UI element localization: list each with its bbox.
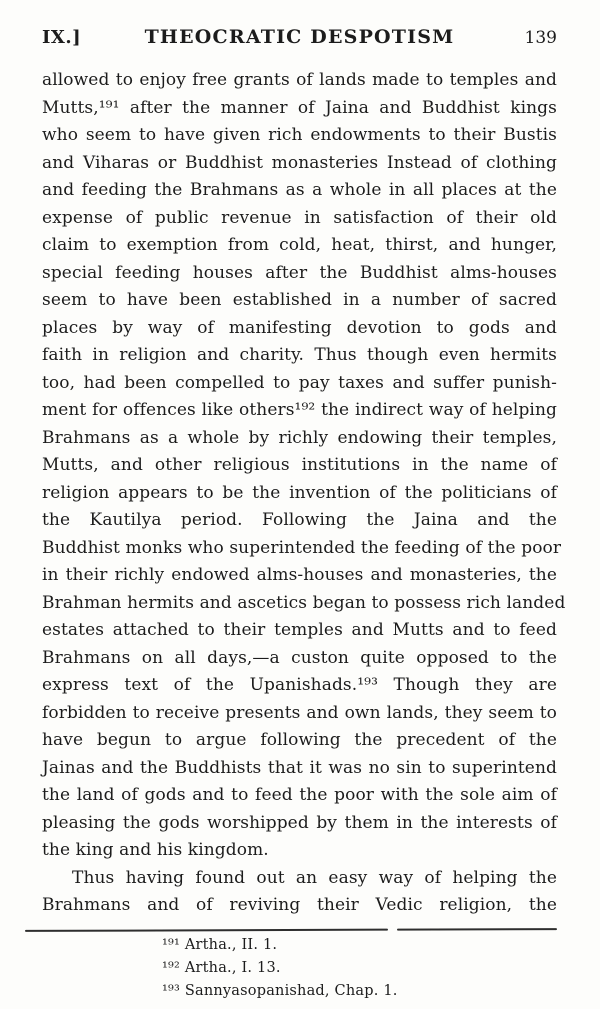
text-line: Jainas and the Buddhists that it was no sin to superintend	[42, 757, 557, 778]
text-line: Brahmans and of reviving their Vedic religion, the	[42, 895, 557, 915]
page-header	[42, 26, 557, 52]
text-line: estates attached to their temples and Mutts and to feed	[42, 620, 557, 640]
text-line: Brahmans as a whole by richly endowing their temples,	[42, 427, 557, 448]
text-line: forbidden to receive presents and own lands, they seem to	[42, 702, 557, 723]
text-line: in their richly endowed alms-houses and monasteries, the	[42, 565, 557, 585]
text-line: places by way of manifesting devotion to gods and	[42, 317, 557, 338]
text-line: seem to have been established in a number of sacred	[42, 290, 557, 310]
text-line: Buddhist monks who superintended the feeding of the poor	[42, 537, 562, 558]
text-line: who seem to have given rich endowments to their Bustis	[42, 125, 557, 145]
text-line: the king and his kingdom.	[42, 840, 269, 860]
text-line: have begun to argue following the precedent of the	[42, 730, 557, 750]
footnote-item: ¹⁹¹ Artha., II. 1.	[162, 936, 278, 953]
text-line: the Kautilya period. Following the Jaina and the	[42, 510, 557, 530]
text-line: expense of public revenue in satisfaction of their old	[42, 207, 557, 228]
text-line: and Viharas or Buddhist monasteries Instead of clothing	[42, 152, 557, 173]
footnote-separator	[25, 928, 557, 932]
page-text	[42, 67, 566, 920]
text-line: Brahman hermits and ascetics began to possess rich landed	[42, 592, 566, 613]
chapter-marker: IX.]	[42, 27, 82, 48]
text-line: too, had been compelled to pay taxes and suffer punish-	[42, 372, 557, 393]
text-line: the land of gods and to feed the poor with the sole aim of	[42, 785, 557, 805]
footnote-item: ¹⁹³ Sannyasopanishad, Chap. 1.	[162, 982, 398, 999]
footnotes	[162, 934, 557, 1003]
text-line: Brahmans on all days,—a custon quite opposed to the	[42, 647, 557, 668]
separator-segment	[397, 928, 557, 931]
footnote-item: ¹⁹² Artha., I. 13.	[162, 959, 281, 976]
text-line: claim to exemption from cold, heat, thirst, and hunger,	[42, 235, 557, 255]
separator-segment	[25, 928, 388, 931]
text-line: faith in religion and charity. Thus though even hermits	[42, 345, 557, 365]
text-line: and feeding the Brahmans as a whole in all places at the	[42, 180, 557, 200]
text-line: Thus having found out an easy way of helping the	[72, 867, 557, 888]
text-line: pleasing the gods worshipped by them in the interests of	[42, 812, 557, 833]
text-line: express text of the Upanishads.¹⁹³ Though they are	[42, 675, 557, 695]
text-line: special feeding houses after the Buddhist alms-houses	[42, 262, 557, 283]
text-line: Mutts, and other religious institutions in the name of	[42, 455, 557, 475]
text-line: ment for offences like others¹⁹² the indirect way of helping	[42, 400, 557, 420]
text-line: Mutts,¹⁹¹ after the manner of Jaina and Buddhist kings	[42, 97, 557, 118]
text-line: religion appears to be the invention of the politicians of	[42, 482, 557, 503]
text-line: allowed to enjoy free grants of lands made to temples and	[42, 70, 557, 90]
page-number: 139	[524, 28, 557, 48]
page-title: THEOCRATIC DESPOTISM	[144, 26, 455, 48]
